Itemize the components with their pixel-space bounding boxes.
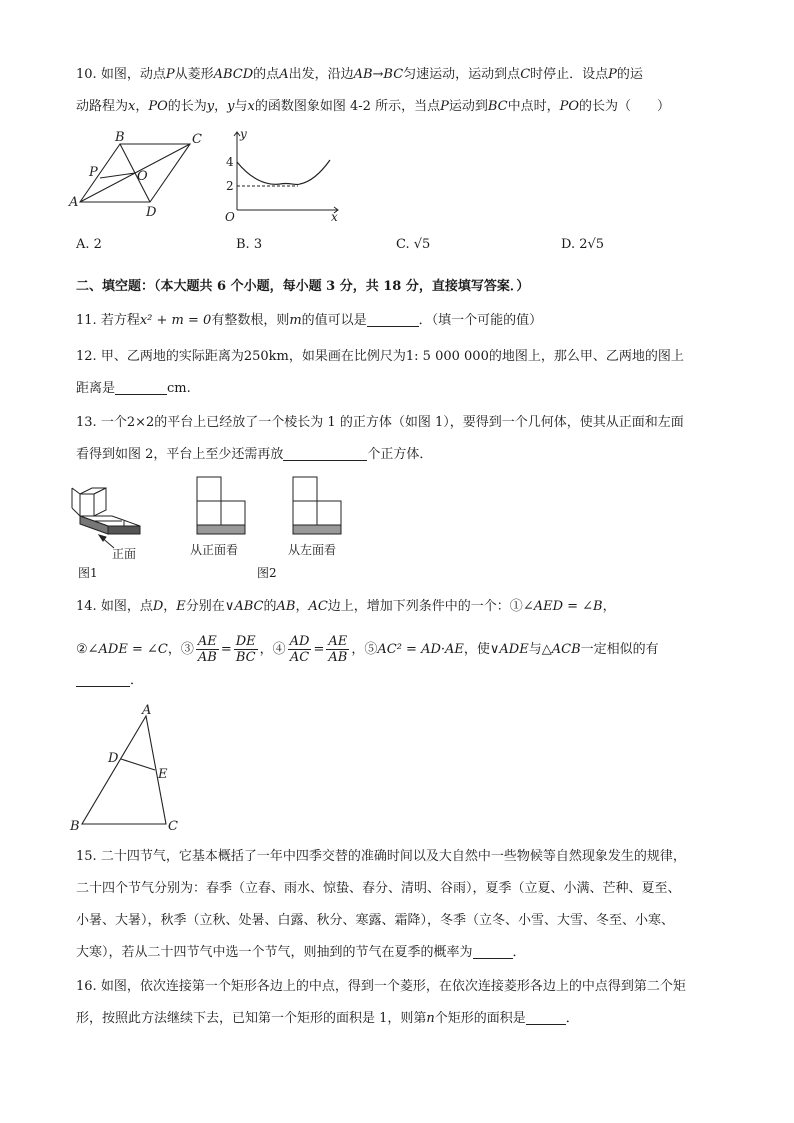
label-fig1: 图1 (78, 566, 98, 580)
q13-line2: 看得到如图 2，平台上至少还需再放 个正方体． (76, 447, 433, 462)
q13-answer-blank[interactable] (283, 446, 367, 461)
label-front-view: 从正面看 (190, 543, 239, 557)
q16-answer-blank[interactable] (526, 1010, 566, 1025)
q11-answer-blank[interactable] (367, 312, 419, 327)
front-view-platform (197, 525, 245, 534)
q15-line1: 15. 二十四节气，它基本概括了一年中四季交替的准确时间以及大自然中一些物候等自然现象发生的规律， (76, 849, 686, 864)
graph-label-x: x (331, 210, 338, 224)
left-view-platform (293, 525, 341, 534)
q14-answer-blank[interactable] (76, 672, 130, 687)
choice-C[interactable]: C. √5 (396, 237, 431, 252)
label-P: P (89, 165, 98, 180)
q13-figure1 (66, 478, 156, 563)
graph-label-origin: O (225, 210, 235, 224)
frac-DE-BC: $\frac{DE}{BC}$ (235, 634, 256, 665)
q16-line2: 形，按照此方法继续下去，已知第一个矩形的面积是 1，则第n个矩形的面积是 ． (76, 1011, 579, 1026)
q16-line1: 16. 如图，依次连接第一个矩形各边上的中点，得到一个菱形，在依次连接菱形各边上的中点得到第二个矩 (76, 979, 686, 994)
frac-AE-AB-2: $\frac{AE}{AB}$ (328, 634, 348, 665)
tri-label-C: C (168, 819, 178, 834)
cube-edge-low (72, 508, 80, 516)
q10-rhombus-figure (66, 130, 216, 220)
q15-answer-blank[interactable] (473, 944, 513, 959)
q11-line: 11. 若方程x² + m = 0有整数根，则m的值可以是 ．（填一个可能的值） (76, 313, 543, 328)
q10-function-graph (220, 124, 345, 224)
label-D: D (146, 205, 157, 220)
q14-triangle-figure (66, 702, 191, 837)
tri-label-A: A (142, 703, 152, 718)
frac-AD-AC: $\frac{AD}{AC}$ (289, 634, 310, 665)
choice-D[interactable]: D. 2√5 (561, 237, 605, 252)
segment-DE (121, 759, 155, 770)
label-A: A (69, 195, 79, 210)
q12-line2: 距离是 cm. (76, 381, 191, 396)
label-fig2: 图2 (257, 566, 277, 580)
cube-edge (72, 488, 80, 494)
choice-B[interactable]: B. 3 (236, 237, 263, 252)
platform-front (108, 526, 140, 534)
q10-line2: 动路程为x，PO的长为y，y与x的函数图象如图 4-2 所示，当点P运动到BC中点时，PO的长为（ ） (76, 99, 671, 114)
q14-line2: ②∠ADE = ∠C，③ $\frac{AE}{AB}$ = $\frac{DE}{BC}$ ，④ $\frac{AD}{AC}$ = $\frac{AE}{AB}$ ，⑤AC² = AD·AE，使∨ADE与△ACB一定相似的有 (76, 634, 659, 665)
q14-line3: ． (76, 672, 143, 690)
q14-line1: 14. 如图，点D，E分别在∨ABC的AB，AC边上，增加下列条件中的一个：①∠AED = ∠B， (76, 599, 616, 614)
q10-number: 10. (76, 67, 97, 82)
left-view-bottom-left (293, 501, 317, 525)
front-view-bottom-right (221, 501, 245, 525)
front-view-top-square (197, 477, 221, 501)
q12-answer-blank[interactable] (115, 380, 167, 395)
q13-line1: 13. 一个2×2的平台上已经放了一个棱长为 1 的正方体（如图 1），要得到一个几何体，使其从正面和左面 (76, 415, 684, 430)
q12-line1: 12. 甲、乙两地的实际距离为250km，如果画在比例尺为1: 5 000 000的地图上，那么甲、乙两地的图上 (76, 349, 684, 364)
frac-AE-AB: $\frac{AE}{AB}$ (197, 634, 217, 665)
q15-line3: 小暑、大暑），秋季（立秋、处暑、白露、秋分、寒露、霜降），冬季（立冬、小雪、大雪、冬至、小寒、 (76, 913, 675, 928)
tri-label-D: D (108, 751, 119, 766)
left-view-top-square (293, 477, 317, 501)
graph-label-y: y (240, 127, 247, 141)
left-view-bottom-right (317, 501, 341, 525)
cube-front (80, 494, 94, 516)
q13-left-view (292, 476, 344, 538)
tri-label-B: B (70, 819, 80, 834)
q13-front-view (196, 476, 248, 538)
label-O: O (137, 169, 148, 184)
graph-tick-2: 2 (226, 179, 234, 193)
front-view-bottom-left (197, 501, 221, 525)
choice-A[interactable]: A. 2 (76, 237, 102, 252)
section2-heading: 二、填空题：（本大题共 6 个小题，每小题 3 分，共 18 分，直接填写答案．） (76, 279, 530, 294)
graph-tick-4: 4 (226, 155, 234, 169)
label-front: 正面 (112, 547, 137, 561)
label-left-view: 从左面看 (288, 543, 337, 557)
tri-label-E: E (158, 767, 168, 782)
label-B: B (115, 130, 125, 145)
q10-line1: 10. 如图，动点P从菱形ABCD的点A出发，沿边AB→BC匀速运动，运动到点C时停止．设点P的运 (76, 67, 643, 82)
q15-line2: 二十四个节气分别为：春季（立春、雨水、惊蛰、春分、清明、谷雨），夏季（立夏、小满、芒种、夏至、 (76, 881, 681, 896)
label-C: C (192, 132, 202, 147)
q15-line4: 大寒），若从二十四节气中选一个节气，则抽到的节气在夏季的概率为 ． (76, 945, 526, 960)
function-curve (237, 160, 330, 185)
